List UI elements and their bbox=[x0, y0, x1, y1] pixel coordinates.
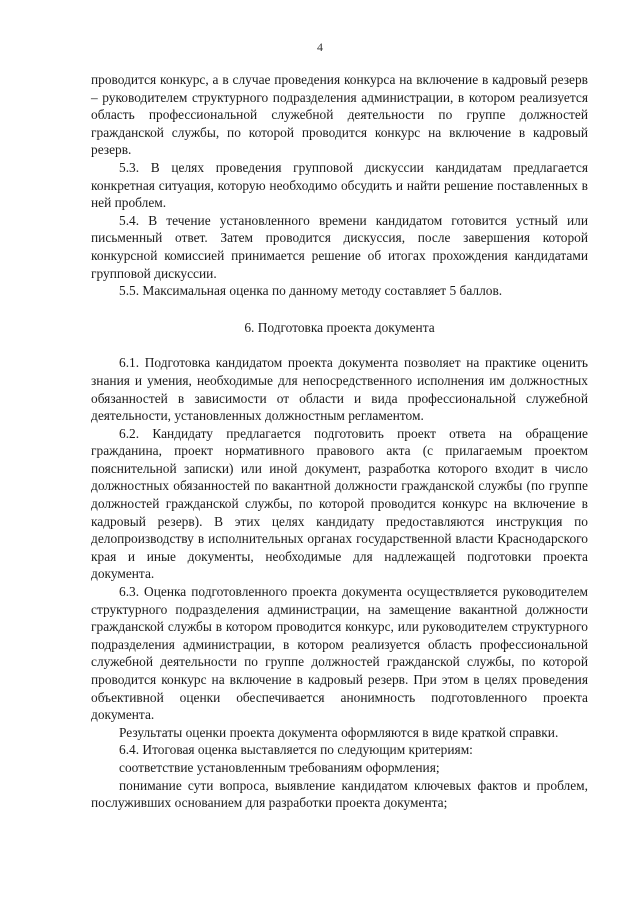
paragraph: 6.2. Кандидату предлагается подготовить проект ответа на обращение гражданина, проект нормативного правового акта (с прилагаемым проектом пояснительной записки) или иной документ, разработка которого входит в число должностных обязанностей по вакантной должности гражданской службы (по группе должностей гражданской службы, по которой проводится конкурс на включение в кадровый резерв). В этих целях кандидату предоставляются инструкция по делопроизводству в исполнительных органах государственной власти Краснодарского края и иные документы, необходимые для надлежащей подготовки проекта документа. bbox=[91, 425, 588, 582]
paragraph: соответствие установленным требованиям оформления; bbox=[119, 759, 440, 775]
paragraph: 6.1. Подготовка кандидатом проекта документа позволяет на практике оценить знания и умения, необходимые для непосредственного исполнения им должностных обязанностей в зависимости от области и вида профессиональной служебной деятельности, установленных должностным регламентом. bbox=[91, 355, 588, 424]
paragraph: 5.3. В целях проведения групповой дискуссии кандидатам предлагается конкретная ситуация, которую необходимо обсудить и найти решение поставленных в ней проблем. bbox=[91, 159, 588, 211]
paragraph: 6.3. Оценка подготовленного проекта документа осуществляется руководителем структурного подразделения администрации, на замещение вакантной должности гражданской службы в котором проводится конкурс, или руководителем структурного подразделения администрации, в котором реализуется область профессиональной служебной деятельности по группе должностей гражданской службы, по которой проводится конкурс на включение в кадровый резерв. При этом в целях проведения объективной оценки обеспечивается анонимность подготовленного проекта документа. bbox=[91, 584, 588, 723]
document-body bbox=[91, 71, 588, 812]
page-number: 4 bbox=[317, 40, 323, 54]
section-6-body bbox=[91, 354, 588, 811]
paragraph: 6.4. Итоговая оценка выставляется по следующим критериям: bbox=[119, 742, 473, 758]
paragraph: Результаты оценки проекта документа оформляются в виде краткой справки. bbox=[119, 724, 559, 740]
section-heading: 6. Подготовка проекта документа bbox=[244, 319, 435, 335]
paragraph: понимание сути вопроса, выявление кандидатом ключевых фактов и проблем, послуживших основанием для разработки проекта документа; bbox=[91, 777, 588, 811]
paragraph: 5.4. В течение установленного времени кандидатом готовится устный или письменный ответ. Затем проводится дискуссия, после завершения которой конкурсной комиссией принимается решение об итогах прохождения кандидатами групповой дискуссии. bbox=[91, 212, 588, 281]
paragraph: проводится конкурс, а в случае проведения конкурса на включение в кадровый резерв – руководителем структурного подразделения администрации, в котором реализуется область профессиональной служебной деятельности по группе должностей гражданской службы, по которой проводится конкурс на включение в кадровый резерв. bbox=[91, 72, 588, 158]
section-5-continuation bbox=[91, 71, 588, 300]
paragraph: 5.5. Максимальная оценка по данному методу составляет 5 баллов. bbox=[119, 283, 503, 299]
